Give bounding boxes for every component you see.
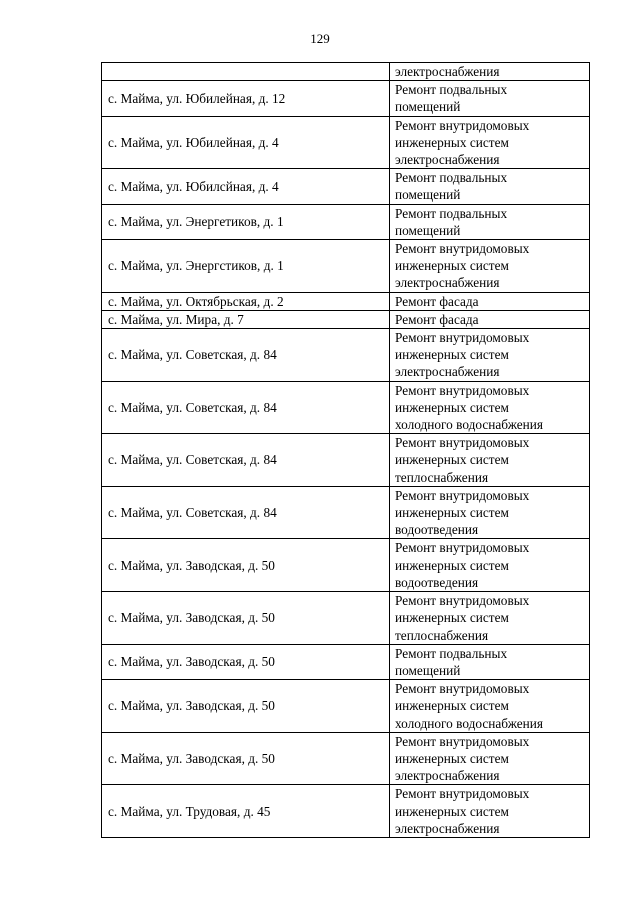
table-row	[102, 63, 590, 81]
work-type-cell	[390, 240, 590, 293]
work-type-cell	[390, 81, 590, 116]
address-cell: с. Майма, ул. Трудовая, д. 45	[102, 785, 390, 838]
work-type-line: Ремонт внутридомовых	[395, 786, 530, 802]
work-type-cell	[390, 329, 590, 382]
address-cell: с. Майма, ул. Октябрьская, д. 2	[102, 292, 390, 310]
address-cell: с. Майма, ул. Юбилсйная, д. 4	[102, 169, 390, 204]
work-type-cell	[390, 539, 590, 592]
work-type-cell	[390, 63, 590, 81]
table-row	[102, 204, 590, 239]
work-type-line: Ремонт внутридомовых	[395, 435, 530, 451]
address-cell: с. Майма, ул. Советская, д. 84	[102, 381, 390, 434]
repair-works-table	[101, 62, 590, 838]
work-type-cell	[390, 169, 590, 204]
work-type-cell	[390, 310, 590, 328]
table-row	[102, 329, 590, 382]
work-type-line: помещений	[395, 662, 461, 678]
work-type-line: инженерных систем	[395, 347, 509, 363]
address-cell: с. Майма, ул. Советская, д. 84	[102, 486, 390, 539]
work-type-line: теплоснабжения	[395, 627, 489, 643]
work-type-line: Ремонт внутридомовых	[395, 540, 530, 556]
table-row	[102, 81, 590, 116]
work-type-line: инженерных систем	[395, 452, 509, 468]
work-type-line: Ремонт внутридомовых	[395, 241, 530, 257]
address-cell: с. Майма, ул. Энергетиков, д. 1	[102, 204, 390, 239]
work-type-cell	[390, 116, 590, 169]
work-type-line: Ремонт фасада	[395, 293, 479, 309]
work-type-line: водоотведения	[395, 522, 479, 538]
address-cell: с. Майма, ул. Советская, д. 84	[102, 434, 390, 487]
work-type-cell	[390, 434, 590, 487]
work-type-line: электроснабжения	[395, 64, 500, 79]
work-type-line: Ремонт подвальных	[395, 170, 508, 186]
work-type-line: помещений	[395, 187, 461, 203]
address-cell: с. Майма, ул. Заводская, д. 50	[102, 592, 390, 645]
table-body	[102, 63, 590, 838]
address-cell: с. Майма, ул. Заводская, д. 50	[102, 539, 390, 592]
work-type-line: Ремонт внутридомовых	[395, 117, 530, 133]
work-type-line: инженерных систем	[395, 399, 509, 415]
work-type-cell	[390, 785, 590, 838]
address-cell: с. Майма, ул. Заводская, д. 50	[102, 680, 390, 733]
work-type-line: Ремонт подвальных	[395, 645, 508, 661]
table-row	[102, 592, 590, 645]
work-type-line: теплоснабжения	[395, 469, 489, 485]
work-type-line: Ремонт внутридомовых	[395, 330, 530, 346]
work-type-line: инженерных систем	[395, 134, 509, 150]
table-row	[102, 732, 590, 785]
work-type-line: Ремонт внутридомовых	[395, 382, 530, 398]
work-type-line: электроснабжения	[395, 152, 500, 168]
table-row	[102, 240, 590, 293]
work-type-line: инженерных систем	[395, 557, 509, 573]
table-row	[102, 539, 590, 592]
work-type-line: Ремонт подвальных	[395, 205, 508, 221]
work-type-cell	[390, 292, 590, 310]
work-type-line: водоотведения	[395, 574, 479, 590]
work-type-cell	[390, 680, 590, 733]
address-cell: с. Майма, ул. Юбилейная, д. 12	[102, 81, 390, 116]
work-type-line: Ремонт внутридомовых	[395, 681, 530, 697]
work-type-line: Ремонт фасада	[395, 311, 479, 327]
table-row	[102, 116, 590, 169]
work-type-line: холодного водоснабжения	[395, 417, 543, 433]
table-row	[102, 310, 590, 328]
address-cell: с. Майма, ул. Советская, д. 84	[102, 329, 390, 382]
table-row	[102, 381, 590, 434]
work-type-line: инженерных систем	[395, 610, 509, 626]
work-type-line: инженерных систем	[395, 258, 509, 274]
address-cell: с. Майма, ул. Энергстиков, д. 1	[102, 240, 390, 293]
work-type-line: инженерных систем	[395, 505, 509, 521]
work-type-cell	[390, 486, 590, 539]
work-type-line: электроснабжения	[395, 364, 500, 380]
work-type-cell	[390, 644, 590, 679]
work-type-line: Ремонт внутридомовых	[395, 593, 530, 609]
page-number: 129	[310, 31, 330, 46]
work-type-cell	[390, 381, 590, 434]
table-row	[102, 785, 590, 838]
table-row	[102, 680, 590, 733]
table-row	[102, 486, 590, 539]
work-type-line: инженерных систем	[395, 750, 509, 766]
work-type-cell	[390, 592, 590, 645]
work-type-line: Ремонт внутридомовых	[395, 487, 530, 503]
address-cell: с. Майма, ул. Юбилейная, д. 4	[102, 116, 390, 169]
address-cell: с. Майма, ул. Заводская, д. 50	[102, 732, 390, 785]
work-type-line: помещений	[395, 222, 461, 238]
table-row	[102, 169, 590, 204]
address-cell: с. Майма, ул. Заводская, д. 50	[102, 644, 390, 679]
work-type-cell	[390, 204, 590, 239]
work-type-line: инженерных систем	[395, 698, 509, 714]
work-type-line: электроснабжения	[395, 820, 500, 836]
address-cell: с. Майма, ул. Мира, д. 7	[102, 310, 390, 328]
table-row	[102, 644, 590, 679]
work-type-cell	[390, 732, 590, 785]
table-row	[102, 292, 590, 310]
work-type-line: электроснабжения	[395, 275, 500, 291]
address-cell	[102, 63, 390, 81]
work-type-line: инженерных систем	[395, 803, 509, 819]
work-type-line: Ремонт подвальных	[395, 82, 508, 98]
work-type-line: электроснабжения	[395, 768, 500, 784]
work-type-line: холодного водоснабжения	[395, 715, 543, 731]
work-type-line: помещений	[395, 99, 461, 115]
table-row	[102, 434, 590, 487]
work-type-line: Ремонт внутридомовых	[395, 733, 530, 749]
